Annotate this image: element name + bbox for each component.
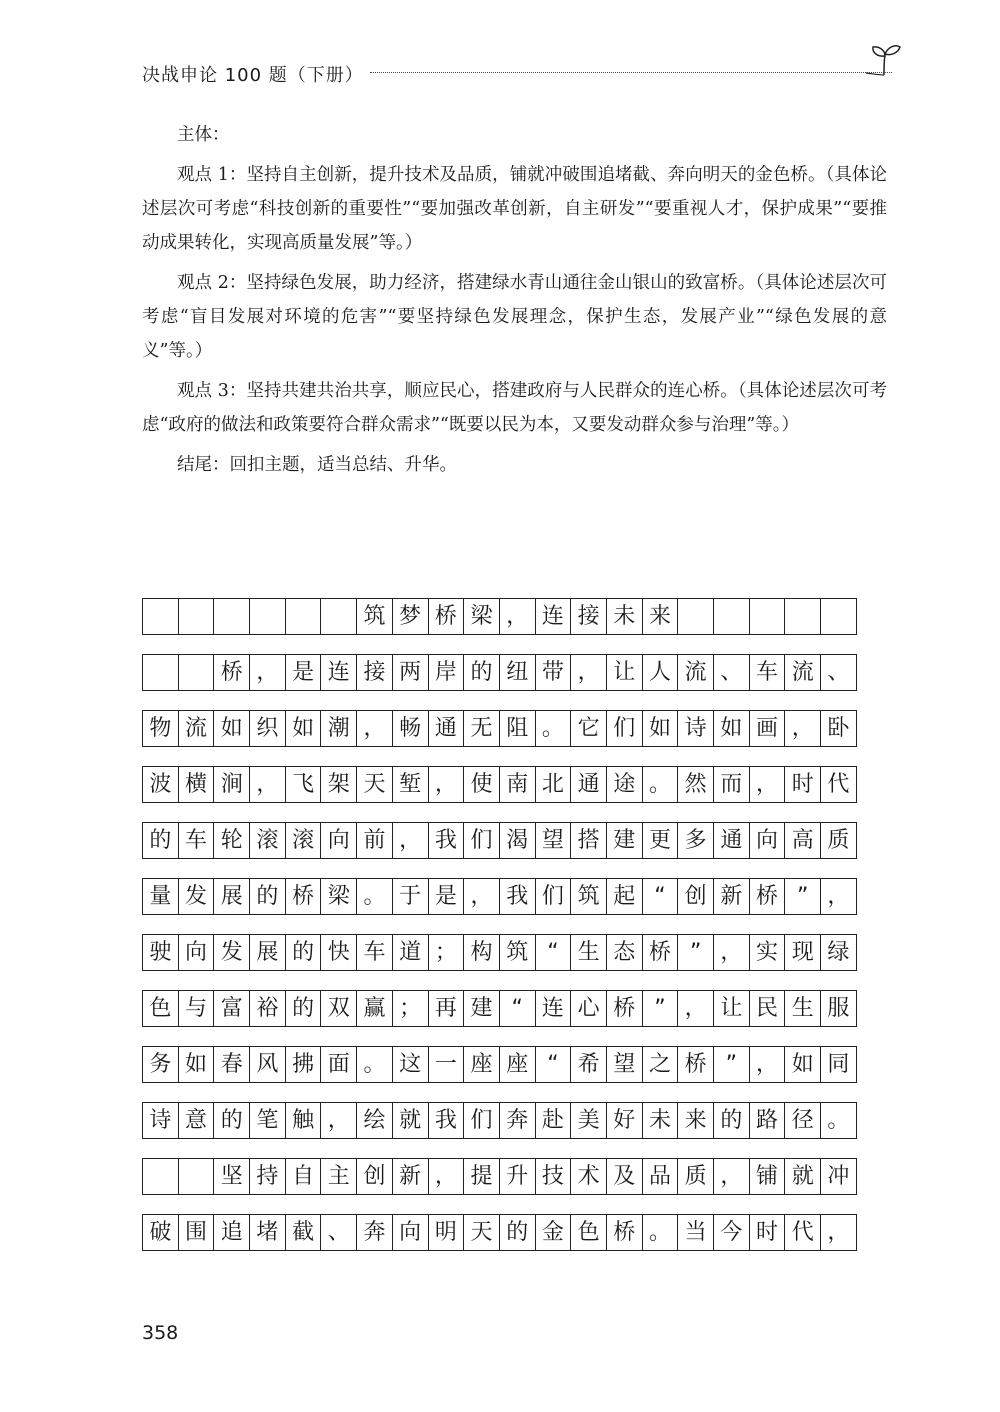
grid-cell: 的 xyxy=(143,822,179,859)
grid-cell: ” xyxy=(714,1046,750,1083)
grid-cell: 笔 xyxy=(250,1102,286,1139)
grid-cell: 通 xyxy=(714,822,750,859)
essay-grid xyxy=(142,598,886,1270)
outline-text xyxy=(142,118,887,488)
grid-cell: 织 xyxy=(250,710,286,747)
grid-cell: 望 xyxy=(536,822,572,859)
grid-cell: 筑 xyxy=(357,598,393,635)
grid-cell: 奔 xyxy=(500,1102,536,1139)
grid-cell: 涧 xyxy=(214,766,250,803)
page-number: 358 xyxy=(142,1322,179,1344)
grid-cell xyxy=(785,598,821,635)
grid-row xyxy=(142,1046,886,1083)
grid-cell: 两 xyxy=(393,654,429,691)
grid-cell: 铺 xyxy=(750,1158,786,1195)
grid-cell: 富 xyxy=(214,990,250,1027)
grid-cell: 道 xyxy=(393,934,429,971)
grid-cell: 好 xyxy=(607,1102,643,1139)
grid-cell: 务 xyxy=(143,1046,179,1083)
grid-cell: 建 xyxy=(464,990,500,1027)
grid-cell: 更 xyxy=(643,822,679,859)
grid-cell: 赴 xyxy=(536,1102,572,1139)
grid-cell: 于 xyxy=(393,878,429,915)
grid-cell: 的 xyxy=(286,990,322,1027)
grid-cell: 的 xyxy=(500,1214,536,1251)
grid-cell: 们 xyxy=(464,822,500,859)
grid-cell: ， xyxy=(750,1046,786,1083)
grid-cell: 接 xyxy=(571,598,607,635)
grid-cell: 车 xyxy=(750,654,786,691)
grid-cell: 发 xyxy=(214,934,250,971)
grid-cell: ， xyxy=(393,822,429,859)
grid-row xyxy=(142,1158,886,1195)
grid-cell: 连 xyxy=(536,598,572,635)
grid-cell: 、 xyxy=(714,654,750,691)
grid-cell: 裕 xyxy=(250,990,286,1027)
grid-cell: 心 xyxy=(571,990,607,1027)
grid-cell: ， xyxy=(464,878,500,915)
page-header xyxy=(142,55,902,95)
grid-cell: 筑 xyxy=(571,878,607,915)
outline-main-label: 主体： xyxy=(177,125,230,145)
grid-cell: ， xyxy=(250,766,286,803)
grid-row xyxy=(142,710,886,747)
grid-cell: 意 xyxy=(179,1102,215,1139)
grid-cell: ， xyxy=(785,710,821,747)
grid-cell: 时 xyxy=(785,766,821,803)
grid-cell: ， xyxy=(821,1214,857,1251)
grid-cell: 展 xyxy=(250,934,286,971)
grid-cell: 渴 xyxy=(500,822,536,859)
grid-cell: 们 xyxy=(464,1102,500,1139)
grid-cell: 创 xyxy=(357,1158,393,1195)
grid-cell: 坚 xyxy=(214,1158,250,1195)
grid-cell: 构 xyxy=(464,934,500,971)
grid-cell: 人 xyxy=(643,654,679,691)
grid-cell: 如 xyxy=(714,710,750,747)
grid-cell: 岸 xyxy=(429,654,465,691)
grid-cell: 车 xyxy=(357,934,393,971)
grid-cell: 提 xyxy=(464,1158,500,1195)
grid-cell: 生 xyxy=(785,990,821,1027)
grid-cell: 梁 xyxy=(464,598,500,635)
grid-cell: 桥 xyxy=(750,878,786,915)
grid-cell: 。 xyxy=(643,1214,679,1251)
grid-row xyxy=(142,990,886,1027)
sprout-icon xyxy=(864,41,904,77)
grid-cell: ， xyxy=(357,710,393,747)
grid-cell: 的 xyxy=(286,934,322,971)
grid-cell: 是 xyxy=(286,654,322,691)
grid-cell: 希 xyxy=(571,1046,607,1083)
grid-cell xyxy=(179,654,215,691)
grid-cell: 我 xyxy=(429,822,465,859)
grid-cell: 是 xyxy=(429,878,465,915)
grid-cell: 波 xyxy=(143,766,179,803)
grid-cell: 如 xyxy=(214,710,250,747)
grid-cell: 色 xyxy=(143,990,179,1027)
grid-cell: ， xyxy=(429,1158,465,1195)
grid-cell: 流 xyxy=(179,710,215,747)
grid-cell xyxy=(250,598,286,635)
grid-cell: “ xyxy=(643,878,679,915)
grid-cell: 绿 xyxy=(821,934,857,971)
grid-cell: 让 xyxy=(607,654,643,691)
outline-point-2: 观点 2：坚持绿色发展，助力经济，搭建绿水青山通往金山银山的致富桥。（具体论述层次可考虑“盲目发展对环境的危害”“要坚持绿色发展理念，保护生态，发展产业”“绿色发展的意义”等。） xyxy=(142,273,887,361)
grid-cell: ， xyxy=(571,654,607,691)
grid-cell xyxy=(678,598,714,635)
grid-cell: 当 xyxy=(678,1214,714,1251)
grid-cell: 架 xyxy=(321,766,357,803)
grid-cell: 建 xyxy=(607,822,643,859)
grid-cell: 使 xyxy=(464,766,500,803)
grid-cell: 畅 xyxy=(393,710,429,747)
grid-cell: 如 xyxy=(785,1046,821,1083)
grid-cell: 一 xyxy=(429,1046,465,1083)
grid-cell xyxy=(286,598,322,635)
grid-cell: 。 xyxy=(357,1046,393,1083)
grid-cell: 新 xyxy=(393,1158,429,1195)
grid-cell xyxy=(143,654,179,691)
grid-cell: 未 xyxy=(643,1102,679,1139)
outline-conclusion: 结尾：回扣主题，适当总结、升华。 xyxy=(177,455,457,475)
grid-cell: 品 xyxy=(643,1158,679,1195)
grid-cell: 横 xyxy=(179,766,215,803)
grid-cell: 持 xyxy=(250,1158,286,1195)
grid-cell xyxy=(714,598,750,635)
grid-cell: 如 xyxy=(179,1046,215,1083)
grid-cell: ” xyxy=(643,990,679,1027)
grid-cell: 通 xyxy=(571,766,607,803)
grid-cell: 向 xyxy=(179,934,215,971)
grid-cell: 天 xyxy=(464,1214,500,1251)
grid-cell: 流 xyxy=(785,654,821,691)
grid-cell: 实 xyxy=(750,934,786,971)
grid-cell: 双 xyxy=(321,990,357,1027)
grid-cell: 画 xyxy=(750,710,786,747)
grid-cell: 拂 xyxy=(286,1046,322,1083)
grid-cell: 。 xyxy=(821,1102,857,1139)
grid-cell: 滚 xyxy=(286,822,322,859)
grid-row xyxy=(142,1214,886,1251)
grid-cell: 无 xyxy=(464,710,500,747)
grid-row xyxy=(142,598,886,635)
grid-cell: 带 xyxy=(536,654,572,691)
grid-cell: 自 xyxy=(286,1158,322,1195)
grid-cell: 滚 xyxy=(250,822,286,859)
grid-row xyxy=(142,822,886,859)
grid-cell: 升 xyxy=(500,1158,536,1195)
outline-point-3: 观点 3：坚持共建共治共享，顺应民心，搭建政府与人民群众的连心桥。（具体论述层次可考虑“政府的做法和政策要符合群众需求”“既要以民为本，又要发动群众参与治理”等。） xyxy=(142,381,887,435)
grid-cell: 。 xyxy=(643,766,679,803)
grid-cell: ， xyxy=(250,654,286,691)
grid-cell: 同 xyxy=(821,1046,857,1083)
grid-cell: 色 xyxy=(571,1214,607,1251)
grid-cell: 、 xyxy=(321,1214,357,1251)
grid-cell: 堑 xyxy=(393,766,429,803)
grid-cell: 搭 xyxy=(571,822,607,859)
grid-cell: 向 xyxy=(393,1214,429,1251)
grid-cell xyxy=(143,598,179,635)
grid-cell: 技 xyxy=(536,1158,572,1195)
grid-cell: 径 xyxy=(785,1102,821,1139)
grid-cell: 时 xyxy=(750,1214,786,1251)
grid-cell: 物 xyxy=(143,710,179,747)
grid-cell: “ xyxy=(536,1046,572,1083)
grid-cell: 破 xyxy=(143,1214,179,1251)
grid-cell: 术 xyxy=(571,1158,607,1195)
grid-cell: 来 xyxy=(678,1102,714,1139)
grid-cell: ， xyxy=(714,934,750,971)
grid-cell: 桥 xyxy=(607,1214,643,1251)
grid-cell: 梦 xyxy=(393,598,429,635)
grid-cell: 桥 xyxy=(643,934,679,971)
grid-cell: 诗 xyxy=(143,1102,179,1139)
grid-cell: 之 xyxy=(643,1046,679,1083)
grid-cell: 向 xyxy=(750,822,786,859)
grid-cell: 天 xyxy=(357,766,393,803)
grid-cell: 。 xyxy=(536,710,572,747)
grid-cell: 们 xyxy=(607,710,643,747)
grid-cell: 赢 xyxy=(357,990,393,1027)
grid-cell: 截 xyxy=(286,1214,322,1251)
grid-cell: 这 xyxy=(393,1046,429,1083)
grid-cell: 前 xyxy=(357,822,393,859)
grid-cell: 纽 xyxy=(500,654,536,691)
grid-cell: 追 xyxy=(214,1214,250,1251)
grid-cell: 连 xyxy=(321,654,357,691)
grid-cell: 主 xyxy=(321,1158,357,1195)
grid-cell: 未 xyxy=(607,598,643,635)
grid-cell: 途 xyxy=(607,766,643,803)
grid-cell: 卧 xyxy=(821,710,857,747)
grid-cell: 我 xyxy=(500,878,536,915)
grid-cell: “ xyxy=(536,934,572,971)
grid-cell: 服 xyxy=(821,990,857,1027)
grid-cell: 民 xyxy=(750,990,786,1027)
grid-cell: 南 xyxy=(500,766,536,803)
grid-cell: 金 xyxy=(536,1214,572,1251)
grid-cell: 座 xyxy=(464,1046,500,1083)
grid-cell: 然 xyxy=(678,766,714,803)
grid-cell: 。 xyxy=(357,878,393,915)
grid-cell: 流 xyxy=(678,654,714,691)
grid-cell: 向 xyxy=(321,822,357,859)
grid-cell: 如 xyxy=(643,710,679,747)
grid-cell: 车 xyxy=(179,822,215,859)
grid-cell: 高 xyxy=(785,822,821,859)
grid-cell: 就 xyxy=(393,1102,429,1139)
grid-cell: 桥 xyxy=(286,878,322,915)
grid-cell: 的 xyxy=(464,654,500,691)
grid-cell: 围 xyxy=(179,1214,215,1251)
grid-row xyxy=(142,878,886,915)
grid-cell: 量 xyxy=(143,878,179,915)
grid-cell: 代 xyxy=(785,1214,821,1251)
grid-cell: 堵 xyxy=(250,1214,286,1251)
grid-cell: 让 xyxy=(714,990,750,1027)
grid-cell: 桥 xyxy=(678,1046,714,1083)
grid-cell: ， xyxy=(714,1158,750,1195)
grid-cell xyxy=(179,1158,215,1195)
grid-cell: 冲 xyxy=(821,1158,857,1195)
grid-cell: 质 xyxy=(821,822,857,859)
grid-cell: 桥 xyxy=(429,598,465,635)
grid-cell: ” xyxy=(785,878,821,915)
grid-cell: 创 xyxy=(678,878,714,915)
grid-cell: 路 xyxy=(750,1102,786,1139)
grid-cell: 座 xyxy=(500,1046,536,1083)
grid-cell xyxy=(321,598,357,635)
grid-cell: 面 xyxy=(321,1046,357,1083)
grid-cell xyxy=(143,1158,179,1195)
grid-cell: 阻 xyxy=(500,710,536,747)
grid-cell: 多 xyxy=(678,822,714,859)
grid-cell: 北 xyxy=(536,766,572,803)
grid-row xyxy=(142,766,886,803)
grid-cell: 通 xyxy=(429,710,465,747)
grid-cell: ， xyxy=(429,766,465,803)
grid-cell: 生 xyxy=(571,934,607,971)
grid-cell: 诗 xyxy=(678,710,714,747)
grid-cell: 飞 xyxy=(286,766,322,803)
grid-cell: 轮 xyxy=(214,822,250,859)
grid-cell: 质 xyxy=(678,1158,714,1195)
grid-row xyxy=(142,934,886,971)
grid-row xyxy=(142,1102,886,1139)
header-dotted-rule xyxy=(370,72,892,73)
grid-cell: 绘 xyxy=(357,1102,393,1139)
grid-cell: 触 xyxy=(286,1102,322,1139)
grid-cell: 美 xyxy=(571,1102,607,1139)
grid-cell xyxy=(214,598,250,635)
grid-cell: 望 xyxy=(607,1046,643,1083)
grid-cell: 快 xyxy=(321,934,357,971)
grid-cell: 与 xyxy=(179,990,215,1027)
grid-cell: 们 xyxy=(536,878,572,915)
grid-cell: 及 xyxy=(607,1158,643,1195)
grid-cell: 潮 xyxy=(321,710,357,747)
grid-cell: 驶 xyxy=(143,934,179,971)
header-title: 决战申论 100 题（下册） xyxy=(142,65,364,86)
grid-cell: 接 xyxy=(357,654,393,691)
grid-cell: 展 xyxy=(214,878,250,915)
grid-cell: 我 xyxy=(429,1102,465,1139)
grid-cell: 新 xyxy=(714,878,750,915)
grid-cell: 就 xyxy=(785,1158,821,1195)
grid-cell: 起 xyxy=(607,878,643,915)
grid-cell: 如 xyxy=(286,710,322,747)
grid-cell: ， xyxy=(750,766,786,803)
grid-cell: 现 xyxy=(785,934,821,971)
grid-cell: 的 xyxy=(714,1102,750,1139)
grid-cell: ， xyxy=(500,598,536,635)
grid-cell: 的 xyxy=(250,878,286,915)
grid-cell: 春 xyxy=(214,1046,250,1083)
grid-cell: 桥 xyxy=(214,654,250,691)
grid-cell: 奔 xyxy=(357,1214,393,1251)
grid-cell: 的 xyxy=(214,1102,250,1139)
grid-cell: ， xyxy=(678,990,714,1027)
grid-cell: 明 xyxy=(429,1214,465,1251)
grid-cell: 再 xyxy=(429,990,465,1027)
grid-cell: ； xyxy=(429,934,465,971)
grid-cell xyxy=(750,598,786,635)
grid-cell: 梁 xyxy=(321,878,357,915)
grid-cell xyxy=(179,598,215,635)
grid-cell: ， xyxy=(821,878,857,915)
grid-cell xyxy=(821,598,857,635)
grid-cell: 桥 xyxy=(607,990,643,1027)
grid-cell: 代 xyxy=(821,766,857,803)
grid-cell: 态 xyxy=(607,934,643,971)
grid-cell: 连 xyxy=(536,990,572,1027)
grid-cell: ” xyxy=(678,934,714,971)
grid-cell: “ xyxy=(500,990,536,1027)
grid-cell: 它 xyxy=(571,710,607,747)
grid-cell: 风 xyxy=(250,1046,286,1083)
grid-cell: 发 xyxy=(179,878,215,915)
grid-cell: 今 xyxy=(714,1214,750,1251)
outline-point-1: 观点 1：坚持自主创新，提升技术及品质，铺就冲破围追堵截、奔向明天的金色桥。（具体论述层次可考虑“科技创新的重要性”“要加强改革创新，自主研发”“要重视人才，保护成果”“要推动成果转化，实现高质量发展”等。） xyxy=(142,165,887,253)
grid-cell: 、 xyxy=(821,654,857,691)
grid-cell: 来 xyxy=(643,598,679,635)
grid-cell: ； xyxy=(393,990,429,1027)
grid-cell: 筑 xyxy=(500,934,536,971)
grid-cell: 而 xyxy=(714,766,750,803)
grid-cell: ， xyxy=(321,1102,357,1139)
grid-row xyxy=(142,654,886,691)
